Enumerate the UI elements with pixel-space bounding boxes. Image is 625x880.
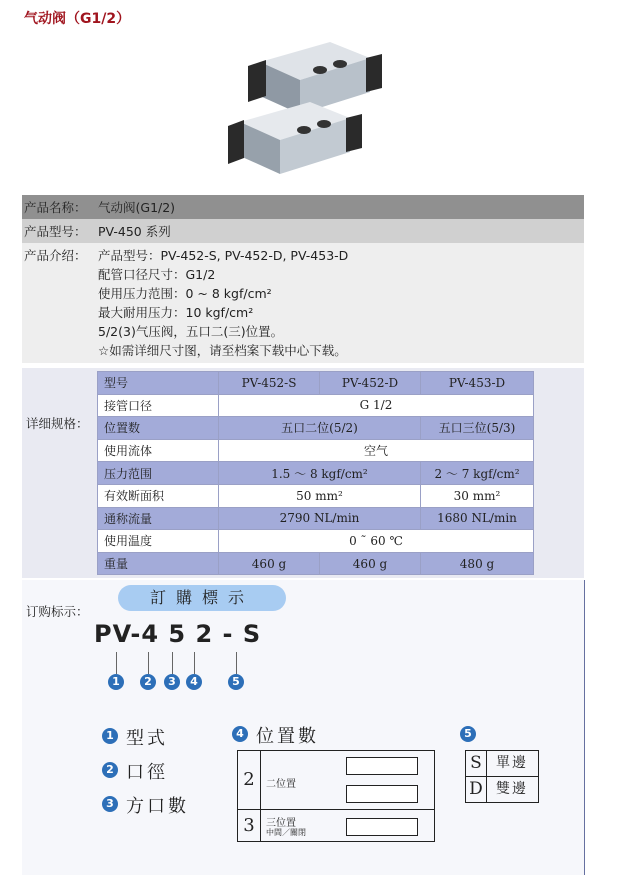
- spec-cell: 2790 NL/min: [219, 507, 421, 530]
- positions-row: [238, 809, 434, 842]
- intro-line: 最大耐用压力：10 kgf/cm²: [98, 305, 254, 320]
- code-tick: [148, 652, 149, 674]
- spec-row-fluid: [98, 439, 534, 462]
- legend-badge: 1: [102, 728, 118, 744]
- spec-cell: 1.5 ～ 8 kgf/cm²: [219, 462, 421, 485]
- valve-symbol-icon: [346, 757, 418, 775]
- spec-cell: G 1/2: [219, 394, 534, 417]
- row-product-model: [22, 219, 584, 243]
- marker-badge: 2: [140, 674, 156, 690]
- spec-cell: 50 mm²: [219, 484, 421, 507]
- spec-row-temp: [98, 530, 534, 553]
- marker-badge: 5: [228, 674, 244, 690]
- spec-row-weight: [98, 552, 534, 575]
- spec-row-area: [98, 484, 534, 507]
- intro-line: 5/2(3)气压阀，五口二(三)位置。: [98, 324, 284, 339]
- spec-cell: 五口三位(5/3): [421, 417, 534, 440]
- spec-header-row: [98, 372, 534, 395]
- spec-header-cell: PV-452-D: [320, 372, 421, 395]
- spec-label: 详细规格：: [26, 416, 89, 431]
- actuation-letter: D: [466, 777, 487, 802]
- spec-row-label: 位置数: [98, 417, 219, 440]
- spec-row-positions: [98, 417, 534, 440]
- spec-row-label: 重量: [98, 552, 219, 575]
- spec-row-label: 通称流量: [98, 507, 219, 530]
- spec-row-flow: [98, 507, 534, 530]
- spec-row-label: 压力范围: [98, 462, 219, 485]
- page-title: 气动阀（G1/2）: [24, 11, 131, 27]
- positions-row: [238, 751, 434, 809]
- product-model-label: 产品型号：: [24, 224, 87, 239]
- intro-line: 使用压力范围：0 ~ 8 kgf/cm²: [98, 286, 272, 301]
- marker-badge: 4: [186, 674, 202, 690]
- product-name-label: 产品名称：: [24, 200, 87, 215]
- spec-cell: 460 g: [219, 552, 320, 575]
- legend-type: 型式: [126, 728, 168, 749]
- product-model-value: PV-450 系列: [98, 224, 171, 239]
- spec-row-label: 使用流体: [98, 439, 219, 462]
- positions-number: 3: [238, 810, 261, 842]
- code-tick: [194, 652, 195, 674]
- legend-port: 口徑: [126, 762, 168, 783]
- intro-line: ☆如需详细尺寸图，请至档案下载中心下载。: [98, 343, 347, 358]
- spec-cell: 30 mm²: [421, 484, 534, 507]
- actuation-row: [466, 776, 538, 802]
- spec-row-port: [98, 394, 534, 417]
- legend-badge: 4: [232, 726, 248, 742]
- order-section: [22, 580, 585, 875]
- positions-table: [237, 750, 435, 842]
- spec-row-label: 有效断面积: [98, 484, 219, 507]
- legend-badge: 2: [102, 762, 118, 778]
- product-name-value: 气动阀(G1/2): [98, 200, 176, 215]
- legend-ways: 方口數: [126, 796, 189, 817]
- product-intro-label: 产品介绍：: [24, 248, 87, 263]
- code-tick: [116, 652, 117, 674]
- order-label: 订购标示：: [26, 604, 89, 619]
- spec-cell: 1680 NL/min: [421, 507, 534, 530]
- valve-symbol-icon: [346, 785, 418, 803]
- spec-cell: 460 g: [320, 552, 421, 575]
- positions-title: 位置數: [256, 726, 319, 747]
- actuation-word: 雙邊: [496, 781, 528, 797]
- spec-header-cell: 型号: [98, 372, 219, 395]
- spec-cell: 0 ˜ 60 ℃: [219, 530, 534, 553]
- product-photo: [220, 40, 400, 185]
- product-info-table: [22, 195, 584, 363]
- spec-cell: 五口二位(5/2): [219, 417, 421, 440]
- spec-header-cell: PV-453-D: [421, 372, 534, 395]
- legend-badge: 3: [102, 796, 118, 812]
- actuation-table: [465, 750, 539, 803]
- spec-row-label: 接管口径: [98, 394, 219, 417]
- order-banner: 訂購標示: [118, 585, 286, 611]
- valve-symbol-icon: [346, 818, 418, 836]
- actuation-word: 單邊: [496, 755, 528, 771]
- intro-line: 产品型号：PV-452-S, PV-452-D, PV-453-D: [98, 248, 349, 263]
- order-code: PV-4 5 2 - S: [94, 620, 262, 648]
- positions-text: 二位置: [266, 779, 296, 790]
- positions-number: 2: [238, 751, 261, 809]
- positions-subtext: 中間／關閉: [266, 828, 306, 837]
- spec-row-pressure: [98, 462, 534, 485]
- marker-badge: 3: [164, 674, 180, 690]
- spec-table: [97, 371, 534, 575]
- spec-header-cell: PV-452-S: [219, 372, 320, 395]
- spec-cell: 空气: [219, 439, 534, 462]
- spec-cell: 2 ～ 7 kgf/cm²: [421, 462, 534, 485]
- code-tick: [172, 652, 173, 674]
- row-product-name: [22, 195, 584, 219]
- actuation-letter: S: [466, 751, 487, 776]
- actuation-row: [466, 751, 538, 776]
- spec-cell: 480 g: [421, 552, 534, 575]
- positions-text: 三位置: [266, 818, 296, 829]
- row-product-intro: [22, 243, 584, 363]
- marker-badge: 1: [108, 674, 124, 690]
- spec-row-label: 使用温度: [98, 530, 219, 553]
- intro-line: 配管口径尺寸：G1/2: [98, 267, 216, 282]
- code-tick: [236, 652, 237, 674]
- product-intro-value: [96, 243, 584, 363]
- legend-badge: 5: [460, 726, 476, 742]
- spec-section: [22, 368, 584, 578]
